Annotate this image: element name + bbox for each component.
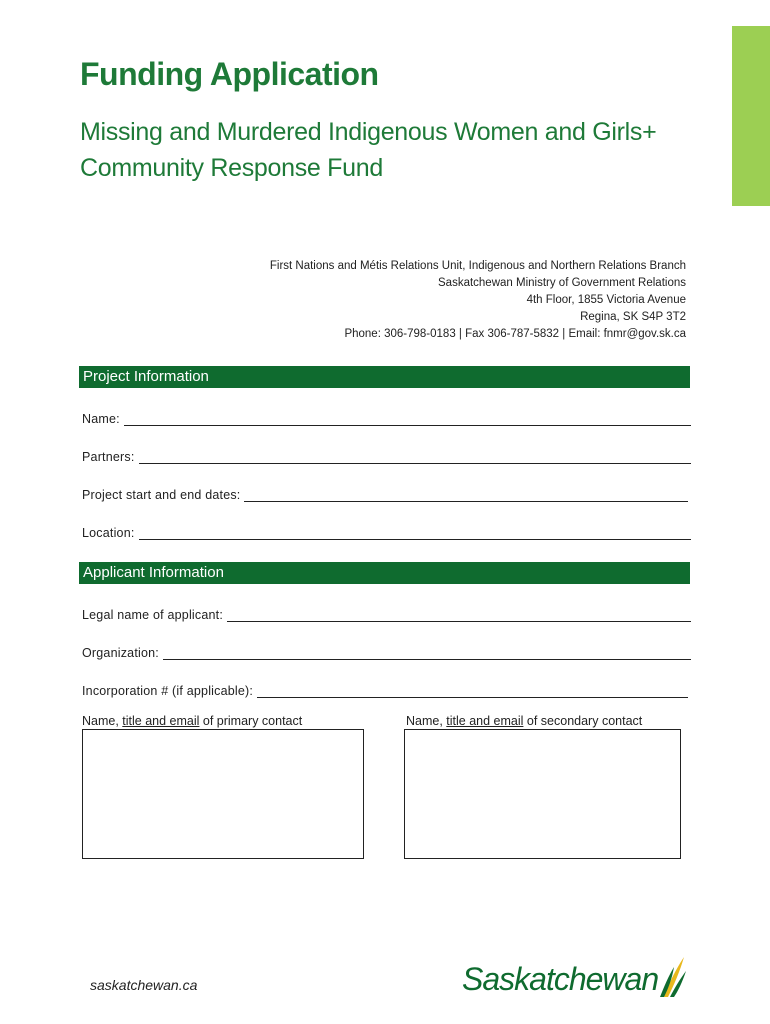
applicant-information-header: Applicant Information <box>79 562 690 584</box>
organization-field[interactable] <box>82 642 691 660</box>
contact-address-block <box>270 258 686 343</box>
primary-contact-label-prefix: Name, <box>82 714 123 728</box>
address-line-street: 4th Floor, 1855 Victoria Avenue <box>526 294 686 306</box>
incorporation-label: Incorporation # (if applicable): <box>82 684 254 698</box>
secondary-contact-label-suffix: of secondary contact <box>523 714 643 728</box>
partners-field[interactable] <box>82 446 691 464</box>
partners-input-line[interactable] <box>139 452 691 464</box>
project-dates-field[interactable] <box>82 484 688 502</box>
primary-contact-label-suffix: of primary contact <box>199 714 303 728</box>
name-field[interactable] <box>82 408 691 426</box>
name-input-line[interactable] <box>124 414 691 426</box>
legal-name-field[interactable] <box>82 604 691 622</box>
project-dates-label: Project start and end dates: <box>82 488 241 502</box>
secondary-contact-label <box>406 714 642 728</box>
secondary-contact-label-underlined: title and email <box>446 714 524 728</box>
location-label: Location: <box>82 526 135 540</box>
address-line-phone-fax-email: Phone: 306-798-0183 | Fax 306-787-5832 | Email: fnmr@gov.sk.ca <box>344 328 686 340</box>
project-dates-input-line[interactable] <box>244 490 688 502</box>
incorporation-field[interactable] <box>82 680 688 698</box>
primary-contact-label-underlined: title and email <box>122 714 200 728</box>
location-input-line[interactable] <box>139 528 691 540</box>
subtitle-line-1: Missing and Murdered Indigenous Women and Girls+ <box>80 118 657 146</box>
organization-label: Organization: <box>82 646 159 660</box>
legal-name-input-line[interactable] <box>227 610 691 622</box>
address-line-city: Regina, SK S4P 3T2 <box>580 311 686 323</box>
primary-contact-textbox[interactable] <box>82 729 364 859</box>
address-line-unit: First Nations and Métis Relations Unit, Indigenous and Northern Relations Branch <box>269 260 686 272</box>
organization-input-line[interactable] <box>163 648 691 660</box>
page-title: Funding Application <box>80 56 379 92</box>
saskatchewan-logo <box>462 955 688 999</box>
footer-website-url: saskatchewan.ca <box>90 977 198 993</box>
decorative-green-tab <box>732 26 770 206</box>
wheat-sheaf-icon <box>658 955 688 999</box>
page-subtitle <box>80 114 656 186</box>
secondary-contact-label-prefix: Name, <box>406 714 447 728</box>
legal-name-label: Legal name of applicant: <box>82 608 224 622</box>
saskatchewan-logo-wordmark: Saskatchewan <box>462 961 659 997</box>
address-line-ministry: Saskatchewan Ministry of Government Relations <box>438 277 686 289</box>
primary-contact-label <box>82 714 302 728</box>
secondary-contact-textbox[interactable] <box>404 729 681 859</box>
project-information-header: Project Information <box>79 366 690 388</box>
location-field[interactable] <box>82 522 691 540</box>
subtitle-line-2: Community Response Fund <box>80 154 383 182</box>
partners-label: Partners: <box>82 450 135 464</box>
incorporation-input-line[interactable] <box>257 686 688 698</box>
name-label: Name: <box>82 412 120 426</box>
